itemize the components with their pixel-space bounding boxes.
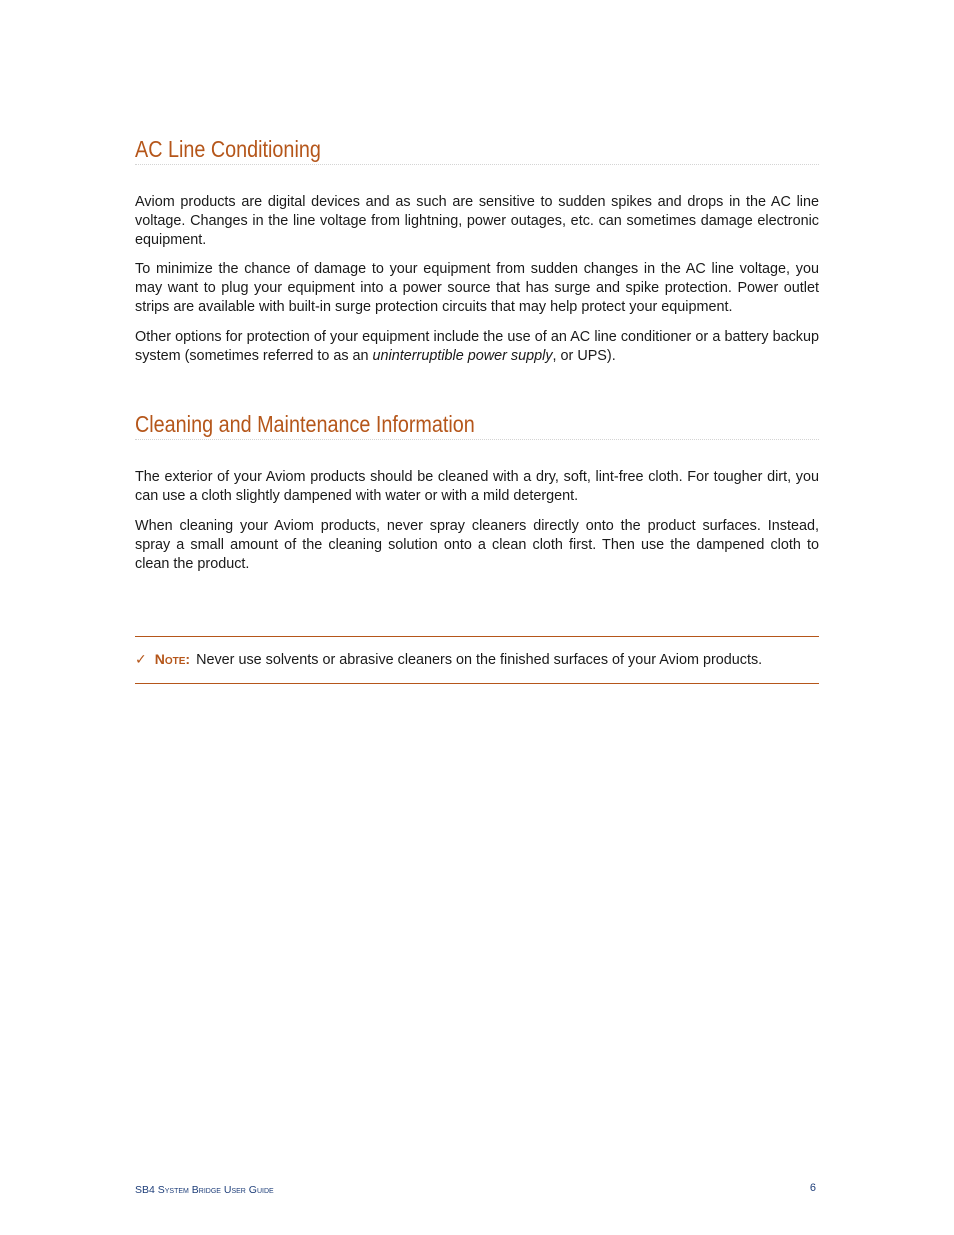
- paragraph-text: Other options for protection of your equipment include the use of an AC line conditioner or a battery backup system (sometimes referred to as an: [135, 329, 819, 364]
- paragraph: To minimize the chance of damage to your equipment from sudden changes in the AC line voltage, you may want to plug your equipment into a power source that has surge and spike protection. Power outlet strips are available with built-in surge protection circuits that may help protect your equipment.: [135, 261, 819, 315]
- checkmark-icon: ✓: [135, 652, 147, 668]
- paragraph: Aviom products are digital devices and as such are sensitive to sudden spikes and drops in the AC line voltage. Changes in the line voltage from lightning, power outages, etc. can sometimes damage electronic equipment.: [135, 194, 819, 248]
- heading-divider: [135, 439, 819, 440]
- emphasis-text: uninterruptible power supply: [372, 348, 553, 364]
- page-number: 6: [809, 1182, 816, 1194]
- section-heading-ac-line: AC Line Conditioning: [135, 136, 321, 162]
- note-line: [135, 650, 762, 670]
- heading-divider: [135, 164, 819, 165]
- paragraph: The exterior of your Aviom products should be cleaned with a dry, soft, lint-free cloth. For tougher dirt, you can use a cloth slightly dampened with water or with a mild detergent.: [135, 469, 819, 504]
- note-text: Never use solvents or abrasive cleaners on the finished surfaces of your Aviom products.: [196, 652, 763, 668]
- note-box: [135, 636, 819, 684]
- footer-title: SB4 System Bridge User Guide: [135, 1184, 274, 1196]
- paragraph-ups: [135, 328, 819, 366]
- section-heading-cleaning: Cleaning and Maintenance Information: [135, 411, 475, 437]
- note-label: Note:: [154, 651, 191, 667]
- paragraph: When cleaning your Aviom products, never spray cleaners directly onto the product surfaces. Instead, spray a small amount of the cleaning solution onto a clean cloth first. Then use the dampened cloth to clean the product.: [135, 518, 819, 572]
- paragraph-text: , or UPS).: [552, 348, 616, 364]
